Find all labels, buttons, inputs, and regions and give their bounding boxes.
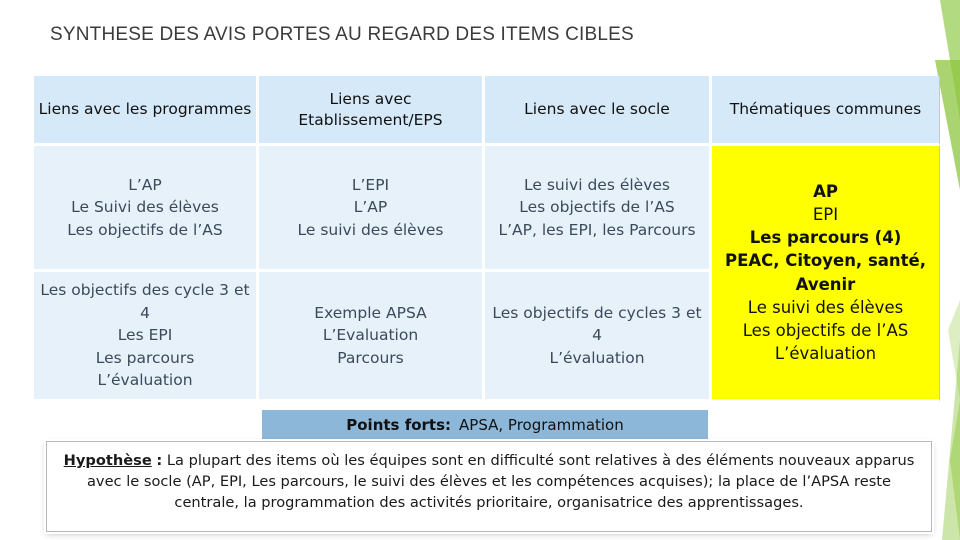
hypothesis-colon: : [156,452,163,469]
header-etablissement: Liens avec Etablissement/EPS [259,76,485,146]
hypothesis-box [46,441,932,532]
cell-socle-1: Le suivi des élèves Les objectifs de l’AS L’AP, les EPI, les Parcours [485,146,712,272]
hypothesis-label: Hypothèse [63,452,152,469]
cell-thematiques-communes: AP EPI Les parcours (4) PEAC, Citoyen, santé, Avenir Le suivi des élèves Les objectifs de l’AS L’évaluation [712,146,940,402]
strengths-banner [262,410,708,440]
page-title: SYNTHESE DES AVIS PORTES AU REGARD DES ITEMS CIBLES [50,24,634,45]
hypothesis-text: La plupart des items où les équipes sont en difficulté sont relatives à des éléments nouveaux apparus avec le socle (AP, EPI, Les parcours, le suivi des élèves et les compétences acquises); la place de l’APSA reste centrale, la programmation des activités prioritaire, organisatrice des apprentissages. [86,452,915,512]
header-thematiques: Thématiques communes [712,76,940,146]
cell-socle-2: Les objectifs de cycles 3 et 4 L’évaluation [485,272,712,402]
cell-etablissement-2: Exemple APSA L’Evaluation Parcours [259,272,485,402]
cell-programmes-2: Les objectifs des cycle 3 et 4 Les EPI Les parcours L’évaluation [34,272,259,402]
header-programmes: Liens avec les programmes [34,76,259,146]
header-socle: Liens avec le socle [485,76,712,146]
strengths-value: APSA, Programmation [459,416,624,434]
strengths-label: Points forts: [346,416,452,434]
cell-etablissement-1: L’EPI L’AP Le suivi des élèves [259,146,485,272]
synthesis-table [34,76,940,402]
cell-programmes-1: L’AP Le Suivi des élèves Les objectifs de l’AS [34,146,259,272]
